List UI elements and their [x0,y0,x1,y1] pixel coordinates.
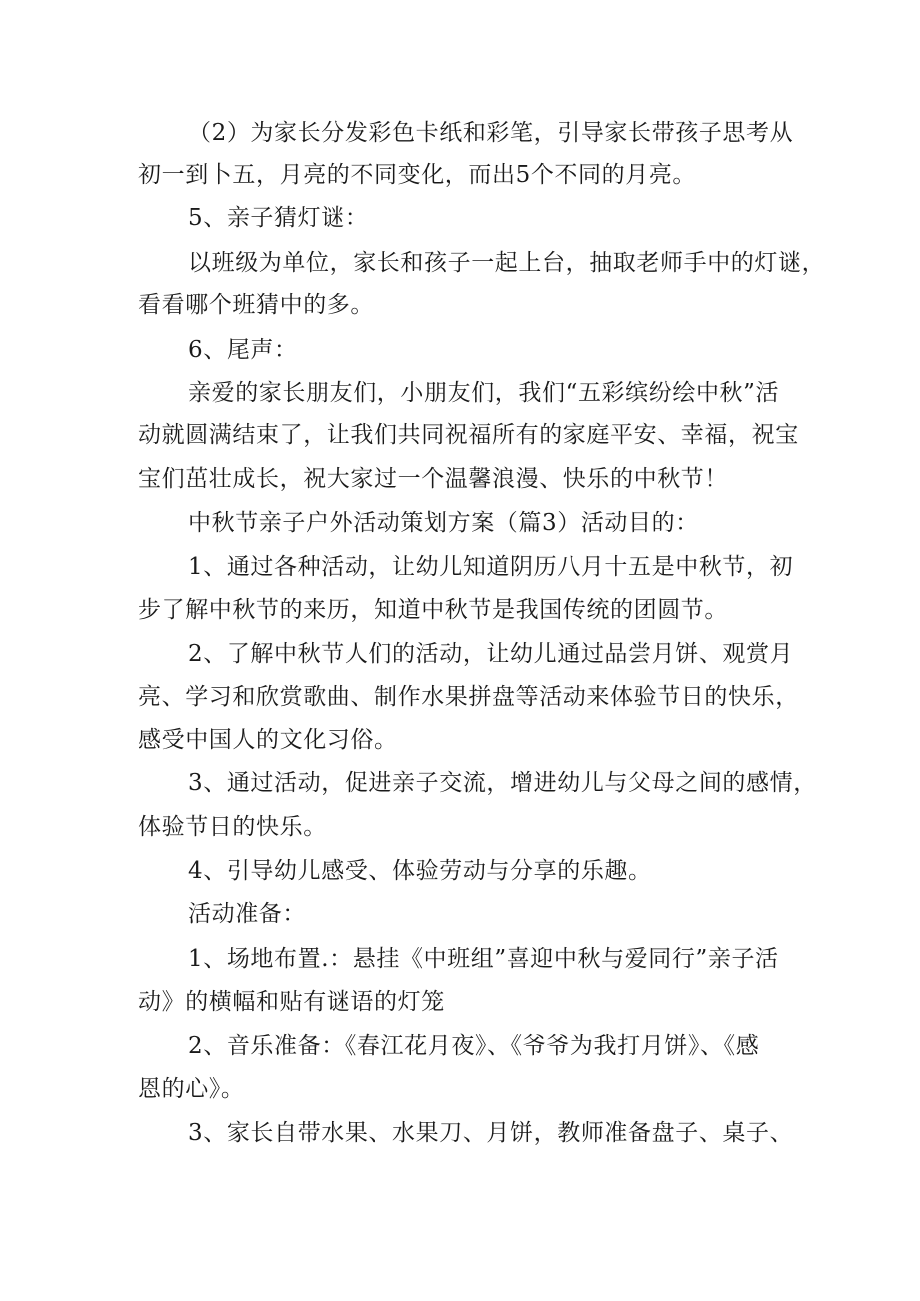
text-line: 看看哪个班猜中的多。 [138,292,374,318]
text-line: 5、亲子猜灯谜： [188,205,369,231]
text-line: 2、音乐准备：《春江花月夜》、《爷爷为我打月饼》、《感 [188,1033,760,1059]
text-line: 体验节日的快乐。 [138,814,327,840]
text-line: 6、尾声： [188,337,298,363]
text-line: 2、了解中秋节人们的活动，让幼儿通过品尝月饼、观赏月 [188,641,794,667]
text-line: 中秋节亲子户外活动策划方案（篇3）活动目的： [188,510,699,536]
text-line: 1、通过各种活动，让幼儿知道阴历八月十五是中秋节，初 [188,554,794,580]
text-line: 感受中国人的文化习俗。 [138,727,398,753]
text-line: 3、通过活动，促进亲子交流，增进幼儿与父母之间的感情， [188,770,817,796]
text-line: 1、场地布置.：悬挂《中班组”喜迎中秋与爱同行”亲子活 [188,946,779,972]
text-line: 宝们茁壮成长，祝大家过一个温馨浪漫、快乐的中秋节！ [138,466,728,492]
text-line: 动》的横幅和贴有谜语的灯笼 [138,989,445,1015]
text-line: 亮、学习和欣赏歌曲、制作水果拼盘等活动来体验节日的快乐， [138,684,799,710]
text-line: 初一到卜五，月亮的不同变化，而出5个不同的月亮。 [138,162,697,188]
text-line: 以班级为单位，家长和孩子一起上台，抽取老师手中的灯谜， [188,250,826,276]
text-line: 动就圆满结束了，让我们共同祝福所有的家庭平安、幸福，祝宝 [138,422,799,448]
text-line: 亲爱的家长朋友们，小朋友们，我们“五彩缤纷绘中秋”活 [188,380,780,406]
text-line: 恩的心》。 [138,1076,245,1102]
text-line: 3、家长自带水果、水果刀、月饼，教师准备盘子、桌子、 [188,1120,794,1146]
text-line: （2）为家长分发彩色卡纸和彩笔，引导家长带孩子思考从 [188,120,794,146]
text-line: 4、引导幼儿感受、体验劳动与分享的乐趣。 [188,858,652,884]
text-line: 活动准备： [188,901,306,927]
text-line: 步了解中秋节的来历，知道中秋节是我国传统的团圆节。 [138,597,728,623]
